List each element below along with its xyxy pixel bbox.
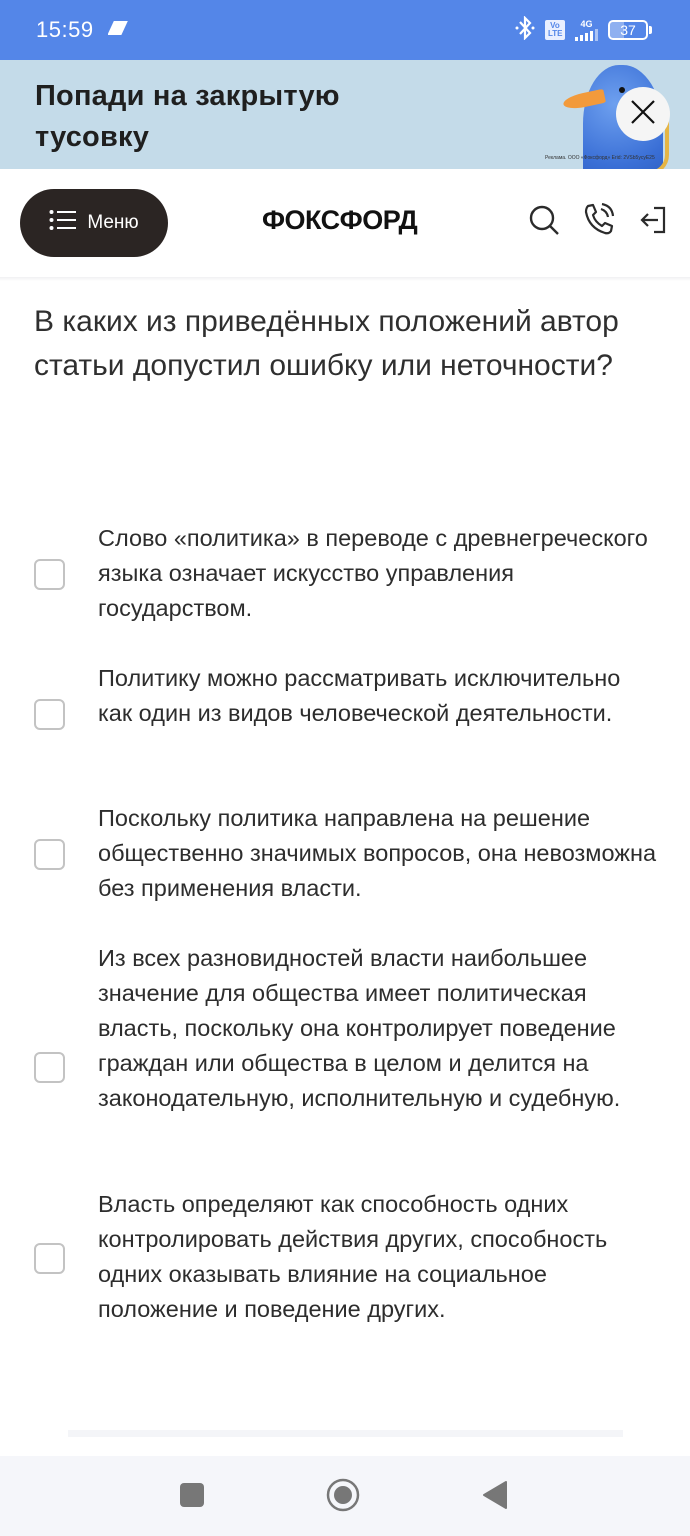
battery-icon: 37 — [608, 20, 652, 40]
header-divider — [0, 277, 690, 281]
option-checkbox[interactable] — [34, 839, 65, 870]
recents-button[interactable] — [175, 1480, 209, 1514]
content-separator — [68, 1430, 623, 1437]
home-button[interactable] — [326, 1480, 360, 1514]
bluetooth-icon — [515, 16, 535, 45]
phone-icon — [583, 203, 615, 242]
banner-close-button[interactable] — [616, 87, 670, 141]
answer-option[interactable] — [0, 660, 690, 768]
status-bar — [0, 0, 690, 60]
close-icon — [630, 99, 656, 130]
system-nav-bar — [0, 1456, 690, 1536]
site-header — [0, 169, 690, 277]
menu-button[interactable] — [20, 189, 168, 257]
back-icon — [482, 1480, 508, 1515]
answer-option[interactable] — [0, 520, 690, 628]
search-icon — [528, 204, 560, 241]
promo-banner[interactable] — [0, 60, 690, 169]
answer-option[interactable] — [0, 800, 690, 908]
option-text: Поскольку политика направлена на решение общественно значимых вопросов, она невозможна без применения власти. — [98, 805, 657, 901]
ad-disclaimer: Реклама. ООО «Фоксфорд» Erid: 2VSb5ycyE25 — [545, 155, 655, 161]
signal-icon: 4G — [575, 20, 598, 41]
recents-icon — [179, 1482, 205, 1513]
search-button[interactable] — [527, 205, 561, 239]
answer-option[interactable] — [0, 940, 690, 1152]
banner-title: Попади на закрытую тусовку — [35, 80, 340, 153]
notification-icon — [108, 20, 130, 41]
option-checkbox[interactable] — [34, 559, 65, 590]
option-checkbox[interactable] — [34, 699, 65, 730]
call-button[interactable] — [582, 205, 616, 239]
foxford-logo[interactable]: ФОКСФОРД — [262, 205, 418, 235]
volte-icon: Vo LTE — [545, 20, 565, 40]
home-icon — [326, 1478, 360, 1517]
list-menu-icon — [49, 209, 77, 237]
status-time: 15:59 — [36, 17, 94, 42]
login-button[interactable] — [636, 205, 670, 239]
back-button[interactable] — [478, 1480, 512, 1514]
option-text: Политику можно рассматривать исключительно как один из видов человеческой деятельности. — [98, 665, 621, 726]
answer-option[interactable] — [0, 1186, 690, 1328]
option-text: Слово «политика» в переводе с древнегреческого языка означает искусство управления государством. — [98, 525, 648, 621]
option-text: Власть определяют как способность одних контролировать действия других, способность одних оказывать влияние на социальное положение и поведение других. — [98, 1191, 608, 1322]
option-text: Из всех разновидностей власти наибольшее значение для общества имеет политическая власть, поскольку она контролирует поведение граждан или общества в целом и делится на законодательную, исполнительную и судебную. — [98, 945, 621, 1111]
menu-label: Меню — [87, 212, 139, 233]
option-checkbox[interactable] — [34, 1052, 65, 1083]
option-checkbox[interactable] — [34, 1243, 65, 1274]
question-text: В каких из приведённых положений автор статьи допустил ошибку или неточности? — [34, 305, 619, 382]
login-icon — [638, 205, 668, 240]
